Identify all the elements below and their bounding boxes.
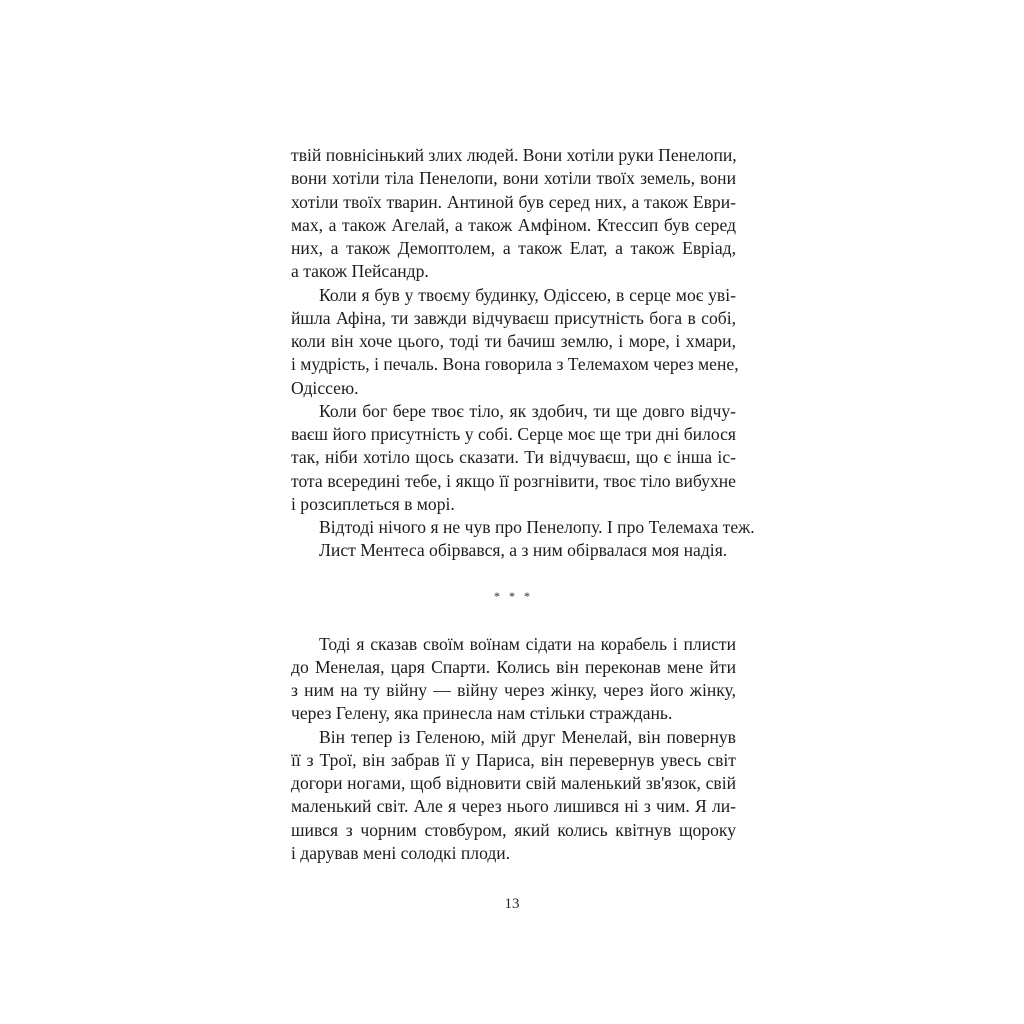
paragraph bbox=[291, 726, 736, 866]
paragraph bbox=[291, 284, 739, 400]
text-line: коли він хоче цього, тоді ти бачиш землю, і море, і хмари, bbox=[291, 331, 736, 351]
text-line: Одіссею. bbox=[291, 377, 359, 398]
text-line: до Менелая, царя Спарти. Колись він переконав мене йти bbox=[291, 656, 736, 677]
paragraph bbox=[291, 516, 755, 539]
text-line: маленький світ. Але я через нього лишився ні з чим. Я ли- bbox=[291, 796, 736, 817]
section-separator: * * * bbox=[494, 588, 533, 603]
text-line: Тоді я сказав своїм воїнам сідати на корабель і плисти bbox=[319, 633, 736, 654]
text-line: а також Пейсандр. bbox=[291, 261, 429, 282]
text-line: Він тепер із Геленою, мій друг Менелай, він повернув bbox=[319, 726, 736, 747]
text-line: мах, а також Агелай, а також Амфіном. Ктессип був серед bbox=[291, 214, 736, 235]
paragraph bbox=[291, 144, 736, 284]
text-line: Коли бог бере твоє тіло, як здобич, ти ще довго відчу- bbox=[319, 400, 736, 421]
text-line: тота всередині тебе, і якщо її розгнівити, твоє тіло вибухне bbox=[291, 470, 736, 491]
page-number: 13 bbox=[504, 896, 520, 912]
text-line: Лист Ментеса обірвався, а з ним обірвалася моя надія. bbox=[319, 540, 728, 561]
text-line: вони хотіли тіла Пенелопи, вони хотіли твоїх земель, вони bbox=[291, 168, 736, 189]
text-line: йшла Афіна, ти завжди відчуваєш присутність бога в собі, bbox=[291, 307, 736, 328]
text-line: хотіли твоїх тварин. Антиной був серед них, а також Еври- bbox=[291, 191, 736, 212]
text-line: них, а також Демоптолем, а також Елат, а також Евріад, bbox=[291, 238, 736, 258]
text-line: Коли я був у твоєму будинку, Одіссею, в серце моє увi- bbox=[319, 284, 736, 305]
text-line: ваєш його присутність у собі. Серце моє ще три дні билося bbox=[291, 424, 736, 444]
text-line: догори ногами, щоб відновити свій маленький зв'язок, свій bbox=[291, 773, 736, 793]
text-line: шився з чорним стовбуром, який колись квітнув щороку bbox=[291, 819, 736, 840]
text-line: її з Трої, він забрав її у Париса, він перевернув увесь світ bbox=[291, 749, 736, 770]
paragraph bbox=[291, 400, 736, 516]
text-line: Відтоді нічого я не чув про Пенелопу. І про Телемаха теж. bbox=[319, 517, 755, 537]
text-line: так, ніби хотіло щось сказати. Ти відчуваєш, що є інша іс- bbox=[291, 447, 736, 468]
page-body bbox=[291, 144, 755, 865]
text-line: через Гелену, яка принесла нам стільки страждань. bbox=[291, 703, 673, 724]
text-line: і дарував мені солодкі плоди. bbox=[291, 842, 511, 863]
text-line: твій повнісінький злих людей. Вони хотіли руки Пенелопи, bbox=[291, 145, 737, 165]
paragraph bbox=[291, 539, 736, 562]
text-line: і розсиплеться в морі. bbox=[291, 493, 455, 514]
text-line: з ним на ту війну — війну через жінку, через його жінку, bbox=[291, 680, 736, 700]
paragraph bbox=[291, 633, 736, 726]
text-line: і мудрість, і печаль. Вона говорила з Телемахом через мене, bbox=[291, 354, 739, 375]
